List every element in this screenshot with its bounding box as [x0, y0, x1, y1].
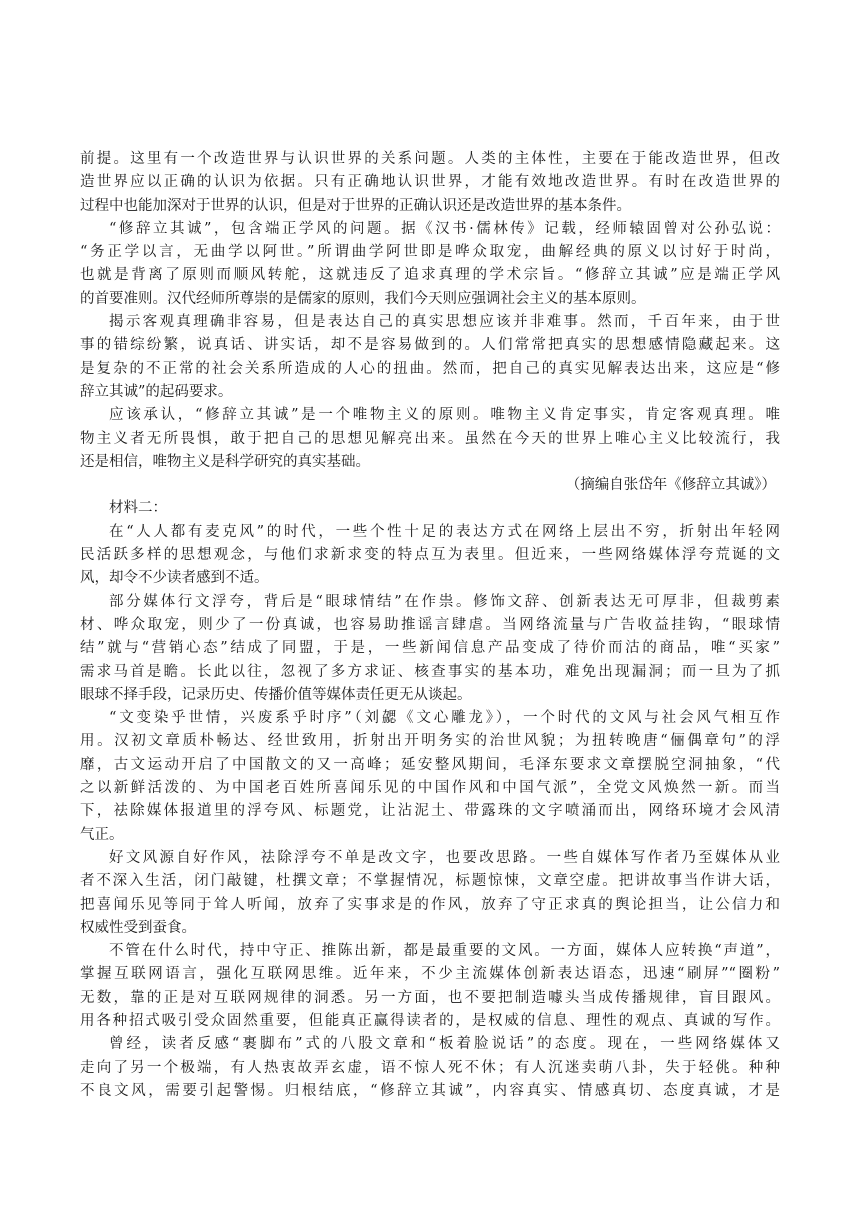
text-line: 风，却令不少读者感到不适。	[80, 570, 269, 587]
material-two-heading: 材料二：	[109, 500, 167, 517]
material-two-text	[80, 521, 780, 1103]
text-line: 结”就与“营销心态”结成了同盟，于是，一些新闻信息产品变成了待价而沽的商品，唯“买家”	[80, 640, 780, 657]
text-line: 是复杂的不正常的社会关系所造成的人心的扭曲。然而，把自己的真实见解表达出来，这应是“修	[80, 360, 780, 377]
text-line: 的首要准则。汉代经师所尊崇的是儒家的原则，我们今天则应强调社会主义的基本原则。	[80, 290, 646, 307]
text-line: 用。汉初文章质朴畅达、经世致用，折射出开明务实的治世风貌；为扭转晚唐“俪偶章句”的浮	[80, 733, 780, 750]
text-line: 也就是背离了原则而顺风转舵，这就违反了追求真理的学术宗旨。“修辞立其诚”应是端正学风	[80, 267, 780, 284]
text-line: 造世界应以正确的认识为依据。只有正确地认识世界，才能有效地改造世界。有时在改造世界的	[80, 174, 780, 191]
text-line: 把喜闻乐见等同于耸人听闻，放弃了实事求是的作风，放弃了守正求真的舆论担当，让公信力和	[80, 896, 780, 913]
text-line: 曾经，读者反感“裹脚布”式的八股文章和“板着脸说话”的态度。现在，一些网络媒体又	[109, 1036, 780, 1053]
text-line: 不良文风，需要引起警惕。归根结底，“修辞立其诚”，内容真实、情感真切、态度真诚，才是	[80, 1082, 780, 1099]
text-line: 好文风源自好作风，祛除浮夸不单是改文字，也要改思路。一些自媒体写作者乃至媒体从业	[109, 849, 780, 866]
text-line: 揭示客观真理确非容易，但是表达自己的真实思想应该并非难事。然而，千百年来，由于世	[109, 314, 780, 331]
text-line: 掌握互联网语言，强化互联网思维。近年来，不少主流媒体创新表达语态，迅速“刷屏”“圈粉”	[80, 966, 780, 983]
text-line: 前提。这里有一个改造世界与认识世界的关系问题。人类的主体性，主要在于能改造世界，但改	[80, 151, 780, 167]
text-line: 下，祛除媒体报道里的浮夸风、标题党，让沾泥土、带露珠的文字喷涌而出，网络环境才会风清	[80, 803, 780, 820]
text-line: 者不深入生活，闭门敲键，杜撰文章；不掌握情况，标题惊悚，文章空虚。把讲故事当作讲大话，	[80, 873, 780, 890]
text-line: 需求马首是瞻。长此以往，忽视了多方求证、核查事实的基本功，难免出现漏洞；而一旦为了抓	[80, 663, 780, 680]
text-line: 事的错综纷繁，说真话、讲实话，却不是容易做到的。人们常常把真实的思想感情隐藏起来。这	[80, 337, 780, 354]
source-citation: （摘编自张岱年《修辞立其诚》）	[565, 477, 776, 494]
text-line: 无数，靠的正是对互联网规律的洞悉。另一方面，也不要把制造噱头当成传播规律，盲目跟风。	[80, 989, 780, 1006]
text-line: 民活跃多样的思想观念，与他们求新求变的特点互为表里。但近来，一些网络媒体浮夸荒诞的文	[80, 547, 780, 564]
material-one-text	[80, 148, 780, 474]
text-line: “修辞立其诚”，包含端正学风的问题。据《汉书·儒林传》记载，经师辕固曾对公孙弘说：	[109, 220, 780, 237]
text-line: 靡，古文运动开启了中国散文的又一高峰；延安整风期间，毛泽东要求文章摆脱空洞抽象，“代	[80, 756, 780, 773]
text-line: 不管在什么时代，持中守正、推陈出新，都是最重要的文风。一方面，媒体人应转换“声道”，	[109, 943, 780, 960]
text-line: 材、哗众取宠，则少了一份真诚，也容易助推谣言肆虐。当网络流量与广告收益挂钩，“眼球情	[80, 616, 780, 633]
text-line: 辞立其诚”的起码要求。	[80, 383, 233, 400]
text-line: 走向了另一个极端，有人热衷故弄玄虚，语不惊人死不休；有人沉迷卖萌八卦，失于轻佻。种种	[80, 1059, 780, 1076]
text-line: 部分媒体行文浮夸，背后是“眼球情结”在作祟。修饰文辞、创新表达无可厚非，但裁剪素	[109, 593, 780, 610]
text-line: 在“人人都有麦克风”的时代，一些个性十足的表达方式在网络上层出不穷，折射出年轻网	[109, 523, 780, 540]
text-line: “文变染乎世情，兴废系乎时序”（刘勰《文心雕龙》），一个时代的文风与社会风气相互作	[109, 710, 780, 727]
text-line: 物主义者无所畏惧，敢于把自己的思想见解亮出来。虽然在今天的世界上唯心主义比较流行，我	[80, 430, 780, 447]
text-line: 权威性受到蚕食。	[80, 919, 196, 936]
text-line: 气正。	[80, 826, 124, 843]
text-line: 应该承认，“修辞立其诚”是一个唯物主义的原则。唯物主义肯定事实，肯定客观真理。唯	[109, 407, 780, 424]
document-page	[80, 148, 780, 1103]
text-line: 还是相信，唯物主义是科学研究的真实基础。	[80, 453, 370, 470]
text-line: 过程中也能加深对于世界的认识，但是对于世界的正确认识还是改造世界的基本条件。	[80, 197, 631, 214]
text-line: 用各种招式吸引受众固然重要，但能真正赢得读者的，是权威的信息、理性的观点、真诚的写作。	[80, 1012, 780, 1029]
text-line: 之以新鲜活泼的、为中国老百姓所喜闻乐见的中国作风和中国气派”，全党文风焕然一新。而当	[80, 780, 780, 797]
text-line: “务正学以言，无曲学以阿世。”所谓曲学阿世即是哗众取宠，曲解经典的原义以讨好于时尚，	[80, 244, 780, 261]
text-line: 眼球不择手段，记录历史、传播价值等媒体责任更无从谈起。	[80, 686, 472, 703]
